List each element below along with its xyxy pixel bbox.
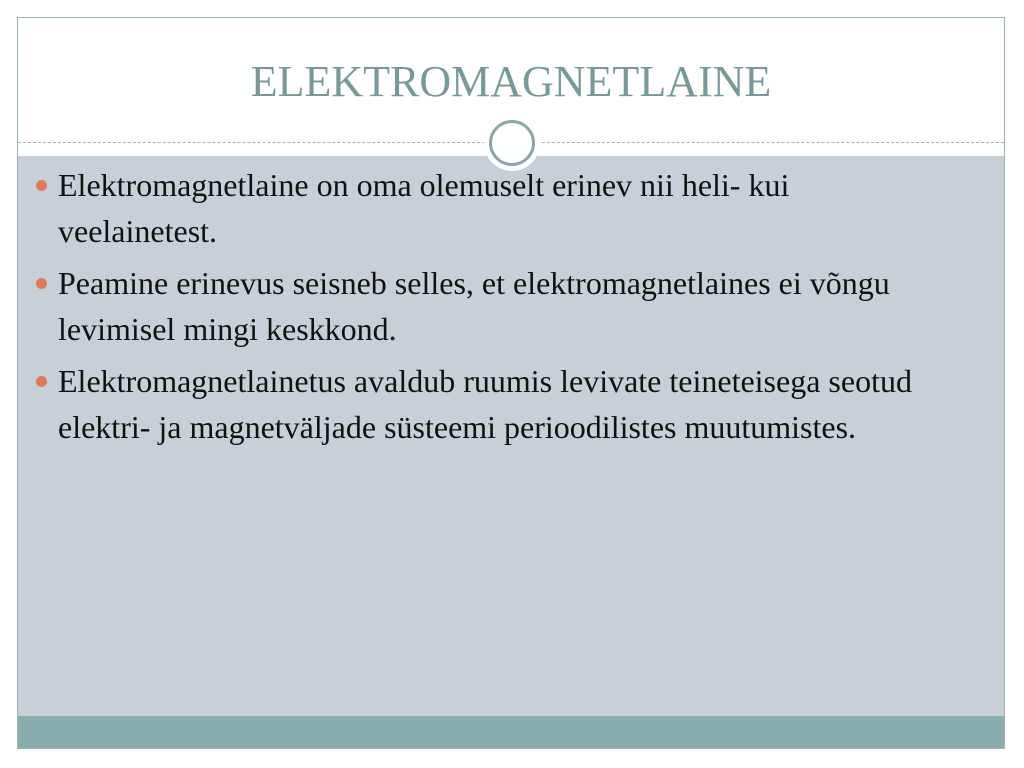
ornament-ring [489,120,535,166]
bullet-list [36,162,916,456]
bullet-text: Elektromagnetlaine on oma olemuselt erinev nii heli- kui veelainetest. [58,167,790,249]
bullet-dot-icon [36,180,47,191]
bullet-item [36,358,916,450]
footer-band [18,716,1004,749]
bullet-text: Peamine erinevus seisneb selles, et elektromagnetlaines ei võngu levimisel mingi keskkond. [58,265,890,347]
slide-title: ELEKTROMAGNETLAINE [250,57,772,106]
bullet-item [36,260,916,352]
bullet-dot-icon [36,278,47,289]
bullet-dot-icon [36,376,47,387]
bullet-text: Elektromagnetlainetus avaldub ruumis levivate teineteisega seotud elektri- ja magnetväljade süsteemi perioodilistes muutumistes. [58,363,912,445]
bullet-item [36,162,916,254]
